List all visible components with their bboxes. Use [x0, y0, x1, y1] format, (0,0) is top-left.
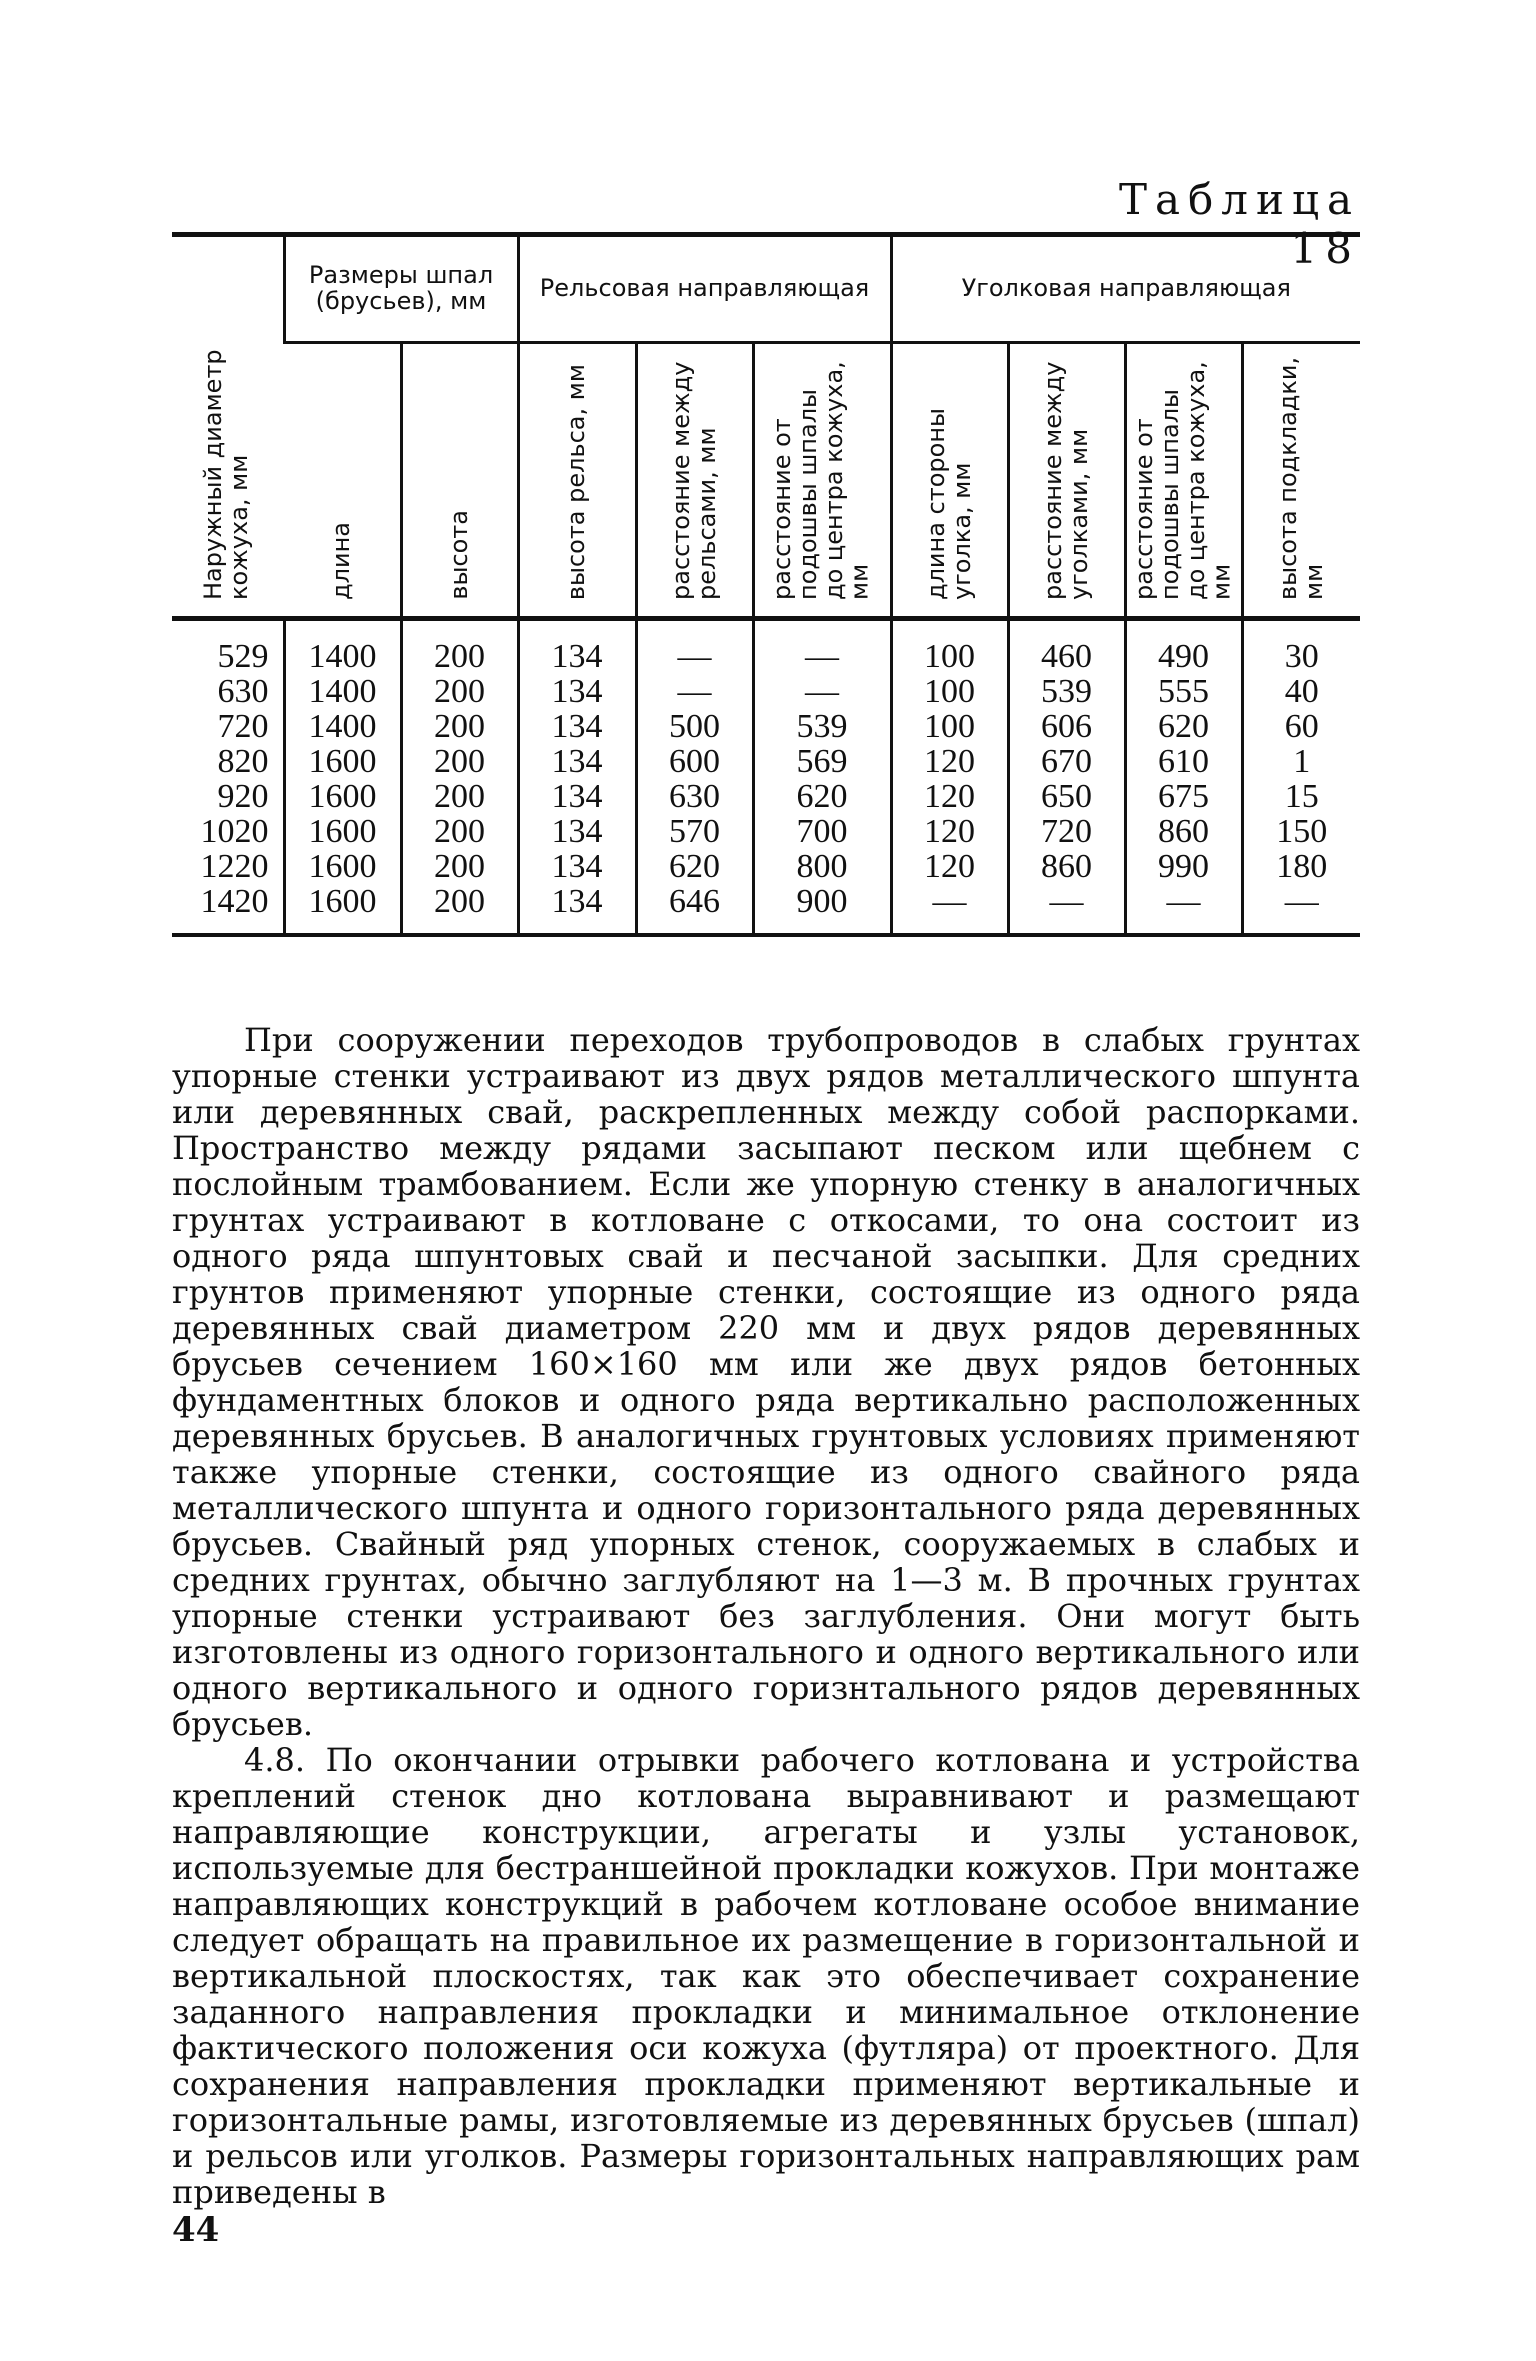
table-cell: 100 — [891, 618, 1008, 674]
table-cell: 134 — [518, 849, 636, 884]
table-body — [172, 618, 1360, 935]
table-cell: 1600 — [284, 849, 401, 884]
table-row — [172, 814, 1360, 849]
table-cell: 570 — [636, 814, 753, 849]
rail-guide-table — [172, 232, 1360, 937]
table-cell: 134 — [518, 814, 636, 849]
table-cell: 860 — [1125, 814, 1242, 849]
table-cell: 1600 — [284, 814, 401, 849]
table-cell: 620 — [1125, 709, 1242, 744]
table-cell: 620 — [636, 849, 753, 884]
table-row — [172, 744, 1360, 779]
table-cell: 630 — [217, 672, 269, 710]
table-cell: — — [1125, 884, 1242, 935]
table-cell: 569 — [753, 744, 891, 779]
table-cell: 200 — [401, 709, 518, 744]
table-cell: 600 — [636, 744, 753, 779]
table-cell: 120 — [891, 814, 1008, 849]
table-row — [172, 674, 1360, 709]
table-cell: 134 — [518, 779, 636, 814]
table-cell: 539 — [753, 709, 891, 744]
table-cell: 134 — [518, 884, 636, 935]
table-row — [172, 709, 1360, 744]
table-cell: — — [753, 618, 891, 674]
table-cell: 134 — [518, 709, 636, 744]
table-cell: 620 — [753, 779, 891, 814]
table-cell: 200 — [401, 744, 518, 779]
table-row — [172, 884, 1360, 935]
table-cell: 100 — [891, 709, 1008, 744]
table-cell: 490 — [1125, 618, 1242, 674]
page-number: 44 — [172, 2210, 220, 2250]
table-cell: — — [636, 618, 753, 674]
table-cell: 1 — [1242, 744, 1360, 779]
table-cell: 920 — [217, 777, 269, 815]
subheader-length: длина — [284, 343, 401, 619]
table-cell: 500 — [636, 709, 753, 744]
subheader-height: высота — [401, 343, 518, 619]
table-cell: 1600 — [284, 884, 401, 935]
table-cell: 650 — [1008, 779, 1125, 814]
table-cell: — — [1242, 884, 1360, 935]
table-cell: 1020 — [200, 812, 269, 850]
paragraph: При сооружении переходов трубопроводов в слабых грунтах упорные стенки устраивают из двух рядов металлического шпунта или деревянных свай, раскрепленных между собой распорками. Пространство между рядами засыпают песком или щебнем с послойным трамбованием. Если же упорную стенку в аналогичных грунтах устраивают в котловане с откосами, то она состоит из одного ряда шпунтовых свай и песчаной засыпки. Для средних грунтов применяют упорные стенки, состоящие из одного ряда деревянных свай диаметром 220 мм и двух рядов деревянных брусьев сечением 160×160 мм или же двух рядов бетонных фундаментных блоков и одного ряда вертикально расположенных деревянных брусьев. В аналогичных грунтовых условиях применяют также упорные стенки, состоящие из одного свайного ряда металлического шпунта и одного горизонтального ряда деревянных брусьев. Свайный ряд упорных стенок, сооружаемых в слабых и средних грунтах, обычно заглубляют на 1—3 м. В прочных грунтах упорные стенки устраивают без заглубления. Они могут быть изготовлены из одного горизонтального и одного вертикального или одного вертикального и одного горизнтального рядов деревянных брусьев. — [172, 1021, 1360, 1743]
table-cell: 646 — [636, 884, 753, 935]
table-cell: 120 — [891, 779, 1008, 814]
table-cell: 555 — [1125, 674, 1242, 709]
subheader-rail-spacing: расстояние между рельсами, мм — [636, 343, 753, 619]
subheader-rail-height: высота рельса, мм — [518, 343, 636, 619]
table-caption: Таблица 18 — [1118, 175, 1360, 273]
paragraph: 4.8. По окончании отрывки рабочего котлована и устройства креплений стенок дно котлована выравнивают и размещают направляющие конструкции, агрегаты и узлы установок, используемые для бестраншейной прокладки кожухов. При монтаже направляющих конструкций в рабочем котловане особое внимание следует обращать на правильное их размещение в горизонтальной и вертикальной плоскостях, так как это обеспечивает сохранение заданного направления прокладки и минимальное отклонение фактического положения оси кожуха (футляра) от проектного. Для сохранения направления прокладки применяют вертикальные и горизонтальные рамы, изготовляемые из деревянных брусьев (шпал) и рельсов или уголков. Размеры горизонтальных направляющих рам приведены в — [172, 1741, 1360, 2211]
table-cell: 40 — [1242, 674, 1360, 709]
table-cell: 134 — [518, 744, 636, 779]
table-cell: 720 — [1008, 814, 1125, 849]
table-cell: 200 — [401, 674, 518, 709]
table-cell: 150 — [1242, 814, 1360, 849]
table-cell: 529 — [217, 637, 269, 675]
table-cell: 200 — [401, 814, 518, 849]
table-cell: — — [753, 674, 891, 709]
subheader-angle-distance: расстояние от подошвы шпалы до центра кожуха, мм — [1125, 343, 1242, 619]
table-cell: — — [891, 884, 1008, 935]
subheader-angle-side: длина стороны уголка, мм — [891, 343, 1008, 619]
table-cell: 820 — [217, 742, 269, 780]
table-cell: 15 — [1242, 779, 1360, 814]
table-cell: 60 — [1242, 709, 1360, 744]
table-row — [172, 779, 1360, 814]
table-row — [172, 618, 1360, 674]
header-casing-diameter: Наружный диаметр кожуха, мм — [172, 235, 284, 619]
subheader-angle-spacing: расстояние между уголками, мм — [1008, 343, 1125, 619]
table-cell: 200 — [401, 884, 518, 935]
table-cell: 1400 — [284, 709, 401, 744]
table-cell: 670 — [1008, 744, 1125, 779]
table-cell: 200 — [401, 779, 518, 814]
table-cell: 134 — [518, 618, 636, 674]
table-cell: 100 — [891, 674, 1008, 709]
table-cell: 120 — [891, 849, 1008, 884]
table-cell: 134 — [518, 674, 636, 709]
table-cell: 1400 — [284, 618, 401, 674]
subheader-pad-height: высота подкладки, мм — [1242, 343, 1360, 619]
table-cell: 200 — [401, 618, 518, 674]
header-group-angle-guide: Уголковая направляющая — [891, 235, 1360, 343]
table-cell: 630 — [636, 779, 753, 814]
table-cell: 1420 — [200, 882, 269, 920]
table-cell: 1220 — [200, 847, 269, 885]
table-cell: 990 — [1125, 849, 1242, 884]
body-text — [172, 1022, 1360, 2210]
table-cell: 610 — [1125, 744, 1242, 779]
header-group-sleepers: Размеры шпал (брусьев), мм — [284, 235, 518, 343]
table-row — [172, 849, 1360, 884]
table-cell: 860 — [1008, 849, 1125, 884]
table-cell: 200 — [401, 849, 518, 884]
table-cell: 700 — [753, 814, 891, 849]
table-cell: — — [1008, 884, 1125, 935]
table-cell: 460 — [1008, 618, 1125, 674]
table-cell: 720 — [217, 707, 269, 745]
table-cell: 30 — [1242, 618, 1360, 674]
table-cell: 180 — [1242, 849, 1360, 884]
table-cell: 1600 — [284, 744, 401, 779]
table-cell: 675 — [1125, 779, 1242, 814]
table-cell: 606 — [1008, 709, 1125, 744]
table-cell: 1400 — [284, 674, 401, 709]
table-cell: 120 — [891, 744, 1008, 779]
table-cell: — — [636, 674, 753, 709]
subheader-rail-distance: расстояние от подошвы шпалы до центра кожуха, мм — [753, 343, 891, 619]
header-group-rail-guide: Рельсовая направляющая — [518, 235, 891, 343]
table-cell: 800 — [753, 849, 891, 884]
table-cell: 900 — [753, 884, 891, 935]
table-cell: 1600 — [284, 779, 401, 814]
table-cell: 539 — [1008, 674, 1125, 709]
